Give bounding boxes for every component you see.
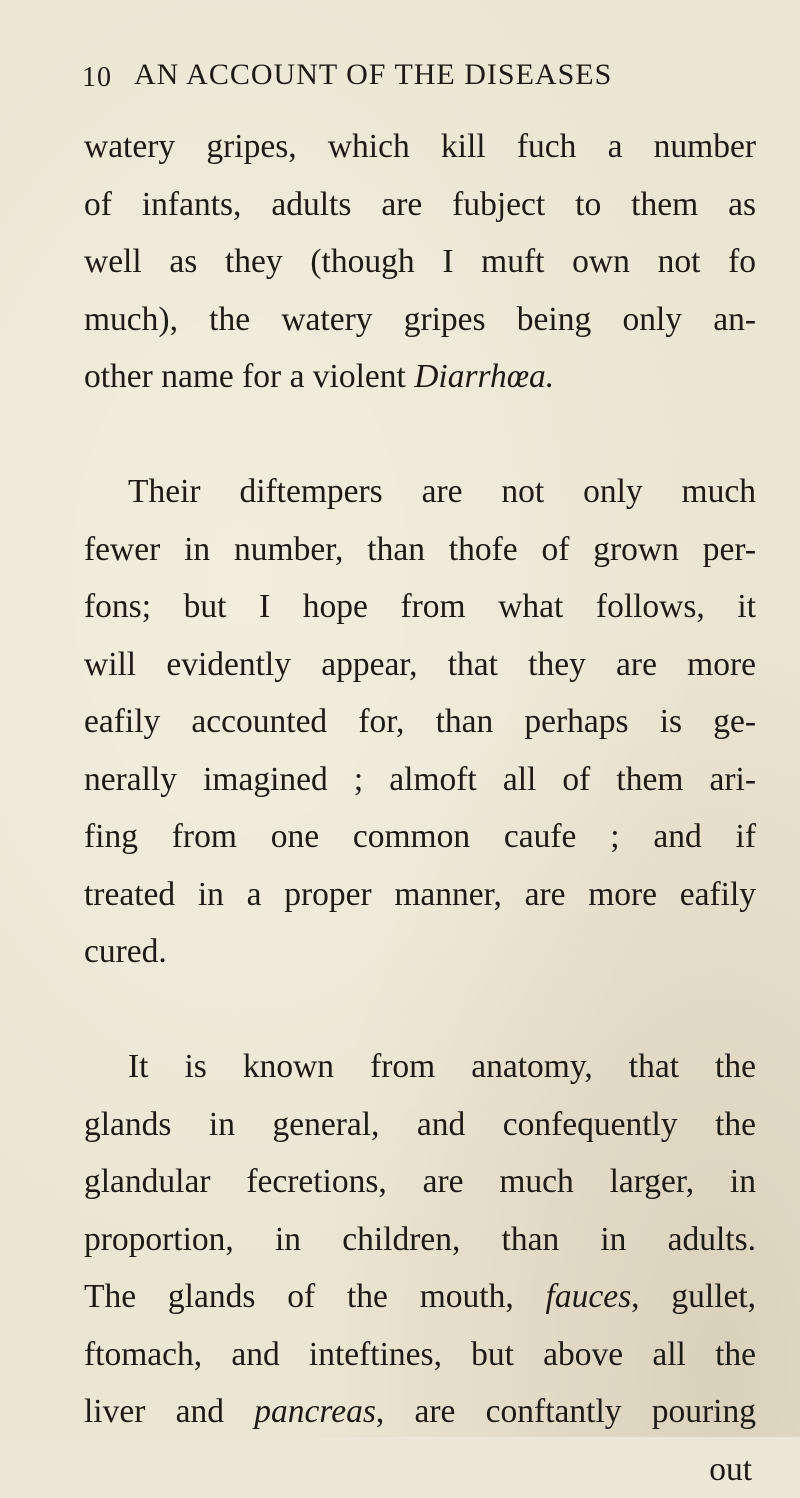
paragraph-1: [84, 118, 756, 406]
paragraph-3: [84, 1038, 756, 1441]
text-line: much), the watery gripes being only an-: [84, 291, 756, 349]
catchword: out: [84, 1441, 756, 1498]
text-line: [84, 348, 756, 406]
text-line: Their diftempers are not only much: [84, 463, 756, 521]
text-line: cured.: [84, 923, 756, 981]
text-line: fewer in number, than thofe of grown per-: [84, 521, 756, 579]
paragraph-2: [84, 463, 756, 981]
text-fragment: other name for a violent: [84, 358, 414, 395]
page-number: 10: [82, 62, 112, 94]
text-line: well as they (though I muft own not fo: [84, 233, 756, 291]
italic-term: Diarrhœa.: [414, 358, 554, 395]
text-line: proportion, in children, than in adults.: [84, 1211, 756, 1269]
text-line: ftomach, and inteftines, but above all the: [84, 1326, 756, 1384]
running-head-title: AN ACCOUNT OF THE DISEASES: [134, 58, 612, 92]
italic-term: fauces: [546, 1278, 632, 1315]
text-line: watery gripes, which kill fuch a number: [84, 118, 756, 176]
paragraph-spacer: [84, 981, 756, 1039]
text-line: glands in general, and confequently the: [84, 1096, 756, 1154]
body-text: [84, 118, 756, 1498]
text-line: glandular fecretions, are much larger, in: [84, 1153, 756, 1211]
text-line: fing from one common caufe ; and if: [84, 808, 756, 866]
running-head: [82, 58, 722, 98]
text-line: The glands of the mouth, fauces, gullet,: [84, 1268, 756, 1326]
italic-term: pancreas: [254, 1393, 376, 1430]
text-line: nerally imagined ; almoft all of them ari-: [84, 751, 756, 809]
text-line: liver and pancreas, are conftantly pouring: [84, 1383, 756, 1441]
text-line: fons; but I hope from what follows, it: [84, 578, 756, 636]
paragraph-spacer: [84, 406, 756, 464]
text-line: of infants, adults are fubject to them as: [84, 176, 756, 234]
text-line: will evidently appear, that they are more: [84, 636, 756, 694]
text-line: eafily accounted for, than perhaps is ge-: [84, 693, 756, 751]
text-line: It is known from anatomy, that the: [84, 1038, 756, 1096]
text-line: treated in a proper manner, are more eafily: [84, 866, 756, 924]
